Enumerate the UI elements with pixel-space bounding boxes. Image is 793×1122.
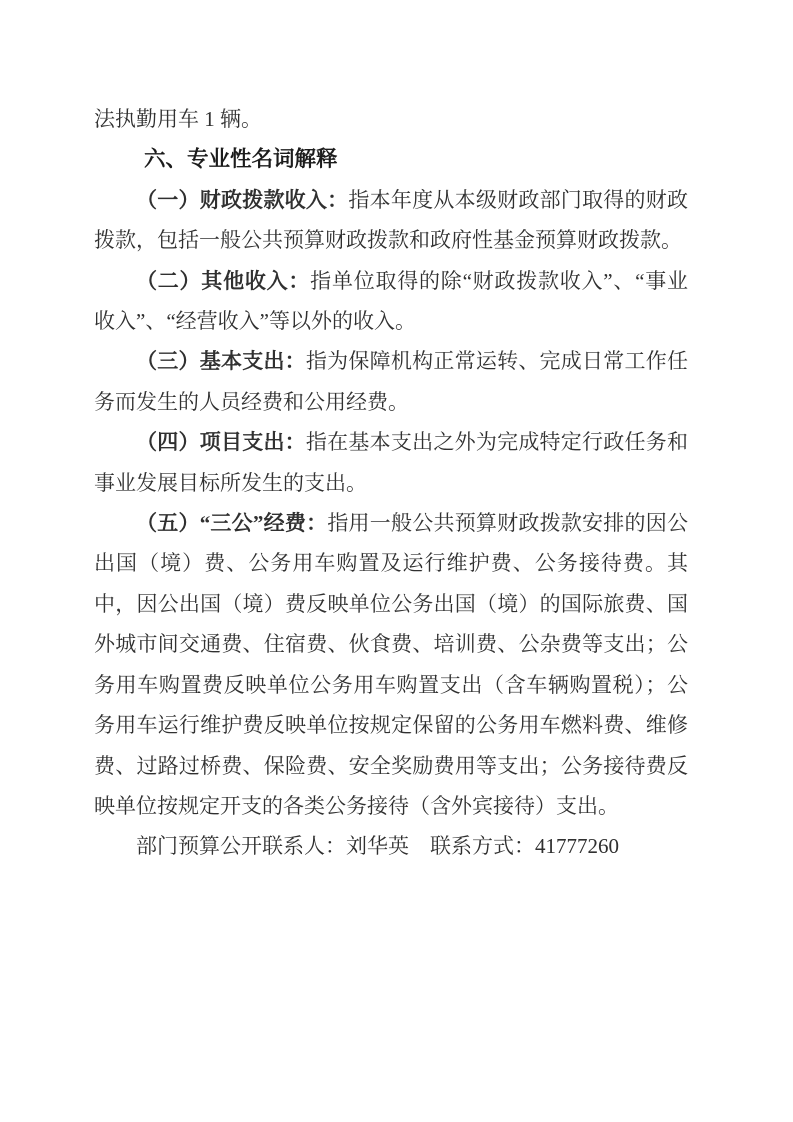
definition-label-3: （三）基本支出： (136, 349, 306, 374)
definition-paragraph-4 (94, 422, 688, 503)
definition-paragraph-5 (94, 503, 688, 826)
definition-text-2: 指单位取得的除“财政拨款收入”、“事业收入”、“经营收入”等以外的收入。 (94, 268, 689, 334)
intro-paragraph (94, 99, 688, 139)
definition-label-4: （四）项目支出： (136, 430, 306, 455)
definition-text-1: 指本年度从本级财政部门取得的财政拨款，包括一般公共预算财政拨款和政府性基金预算财政拨款。 (94, 187, 689, 253)
definition-paragraph-3 (94, 341, 688, 422)
section-heading: 六、专业性名词解释 (144, 147, 338, 172)
intro-text: 法执勤用车 1 辆。 (94, 107, 262, 131)
definition-label-1: （一）财政拨款收入： (136, 187, 349, 212)
definition-label-5: （五）“三公”经费： (136, 511, 328, 536)
definition-text-5: 指用一般公共预算财政拨款安排的因公出国（境）费、公务用车购置及运行维护费、公务接待费。其中，因公出国（境）费反映单位公务出国（境）的国际旅费、国外城市间交通费、住宿费、伙食费、培训费、公杂费等支出；公务用车购置费反映单位公务用车购置支出（含车辆购置税）；公务用车运行维护费反映单位按规定保留的公务用车燃料费、维修费、过路过桥费、保险费、安全奖励费用等支出；公务接待费反映单位按规定开支的各类公务接待（含外宾接待）支出。 (94, 511, 689, 818)
definition-label-2: （二）其他收入： (136, 268, 311, 293)
definition-paragraph-1 (94, 180, 688, 261)
definition-text-4: 指在基本支出之外为完成特定行政任务和事业发展目标所发生的支出。 (94, 430, 689, 495)
definition-paragraph-2 (94, 261, 688, 342)
definition-text-3: 指为保障机构正常运转、完成日常工作任务而发生的人员经费和公用经费。 (94, 349, 689, 414)
document-content (94, 99, 688, 867)
contact-line: 部门预算公开联系人：刘华英 联系方式：41777260 (136, 834, 619, 859)
